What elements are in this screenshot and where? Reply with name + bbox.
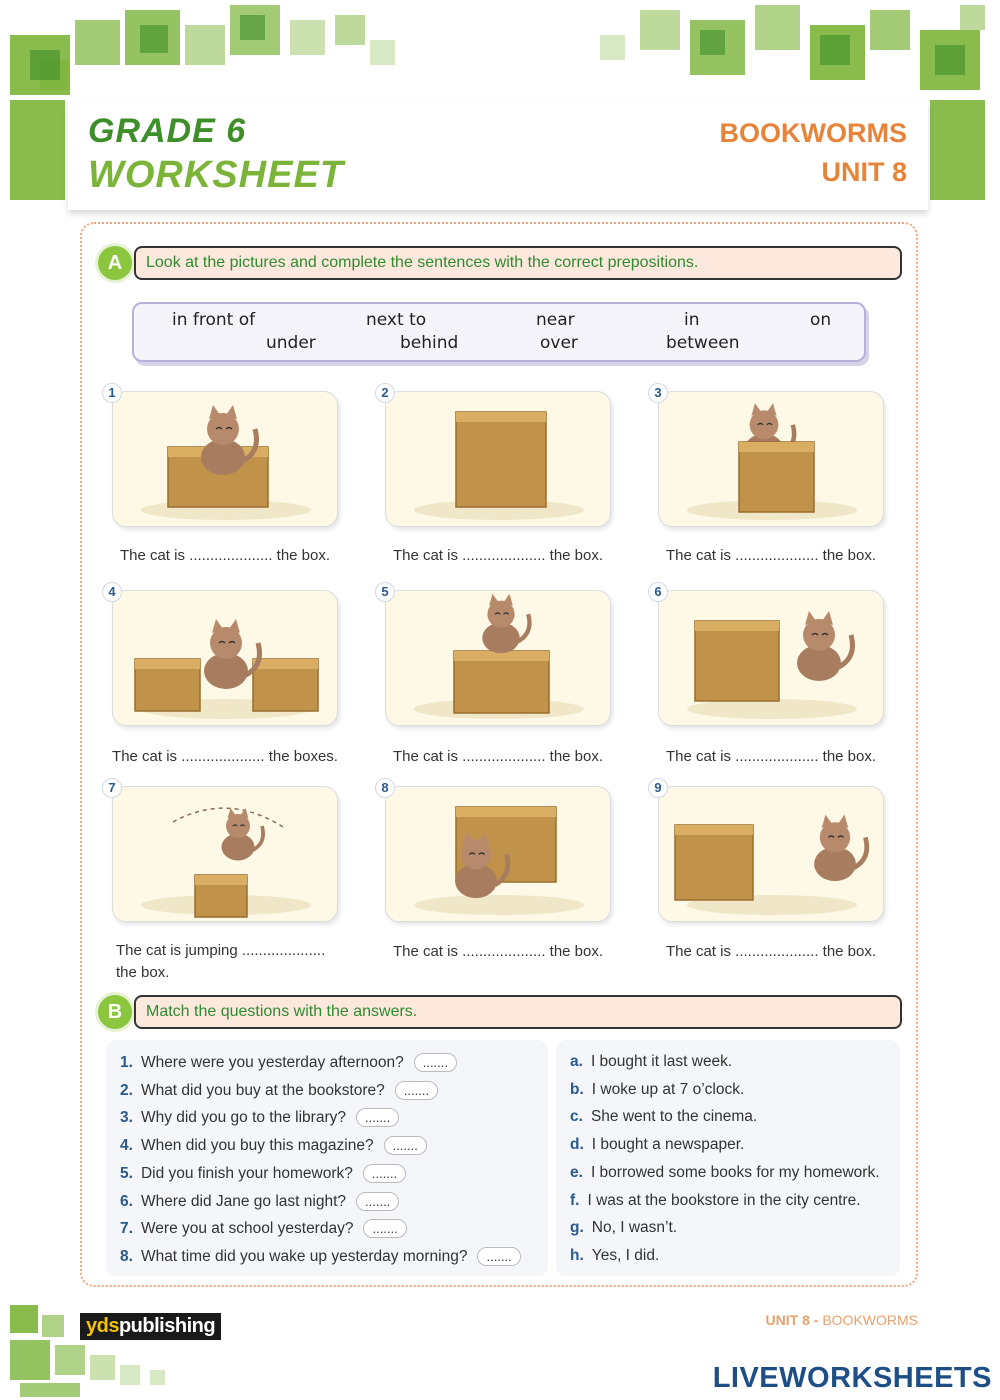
picture-card	[385, 391, 611, 527]
question-item: 3. Why did you go to the library? .......	[120, 1108, 399, 1127]
word: in front of	[172, 310, 256, 330]
cat-box-illustration	[386, 591, 611, 726]
question-item: 5. Did you finish your homework? .......	[120, 1164, 406, 1183]
question-item: 6. Where did Jane go last night? .......	[120, 1192, 399, 1211]
answer-item: e. I borrowed some books for my homework.	[570, 1163, 880, 1181]
answer-item: f. I was at the bookstore in the city centre.	[570, 1191, 861, 1209]
question-item: 2. What did you buy at the bookstore? .......	[120, 1081, 438, 1100]
footer-unit: UNIT 8 - BOOKWORMS	[765, 1312, 918, 1328]
answer-blank[interactable]: .......	[363, 1219, 406, 1238]
questions-panel	[106, 1040, 548, 1276]
cat-box-illustration	[386, 787, 611, 922]
liveworksheets-logo[interactable]: LIVEWORKSHEETS	[712, 1362, 992, 1394]
question-item: 7. Were you at school yesterday? .......	[120, 1219, 407, 1238]
sentence: The cat is .................... the box.	[665, 943, 877, 960]
picture-card	[385, 590, 611, 726]
sentence: The cat is .................... the box.	[392, 943, 604, 960]
answer-blank[interactable]: .......	[384, 1136, 427, 1155]
item-number: 6	[648, 582, 668, 602]
question-item: 8. What time did you wake up yesterday morning? .......	[120, 1247, 521, 1266]
section-b-instruction: Match the questions with the answers.	[134, 995, 902, 1029]
word: over	[540, 333, 578, 353]
answers-panel	[556, 1040, 900, 1276]
word: under	[266, 333, 316, 353]
answer-blank[interactable]: .......	[363, 1164, 406, 1183]
question-item: 4. When did you buy this magazine? .......	[120, 1136, 427, 1155]
answer-item: g. No, I wasn’t.	[570, 1219, 678, 1237]
picture-card	[112, 590, 338, 726]
word: next to	[366, 310, 427, 330]
answer-item: c. She went to the cinema.	[570, 1108, 758, 1126]
item-number: 5	[375, 582, 395, 602]
answer-blank[interactable]: .......	[395, 1081, 438, 1100]
item-number: 7	[102, 778, 122, 798]
footer-decoration	[0, 1295, 200, 1400]
book-title: BOOKWORMS	[719, 118, 907, 148]
picture-card	[658, 590, 884, 726]
answer-item: a. I bought it last week.	[570, 1053, 733, 1070]
answer-blank[interactable]: .......	[414, 1053, 457, 1072]
sentence: The cat is .................... the boxes.	[112, 748, 338, 765]
word-bank	[132, 302, 866, 362]
sentence: The cat is .................... the box.	[392, 748, 604, 765]
sentence: The cat is .................... the box.	[665, 547, 877, 564]
word: in	[684, 310, 700, 330]
item-number: 9	[648, 778, 668, 798]
cat-box-illustration	[113, 591, 338, 726]
worksheet-title: WORKSHEET	[88, 154, 344, 196]
picture-card	[112, 786, 338, 922]
answer-item: d. I bought a newspaper.	[570, 1136, 745, 1154]
sentence: The cat is .................... the box.	[392, 547, 604, 564]
word: behind	[400, 333, 459, 353]
section-b-badge: B	[98, 995, 132, 1029]
question-item: 1. Where were you yesterday afternoon? .......	[120, 1053, 457, 1072]
item-number: 2	[375, 383, 395, 403]
answer-blank[interactable]: .......	[356, 1192, 399, 1211]
cat-box-illustration	[113, 787, 338, 922]
cat-box-illustration	[659, 787, 884, 922]
picture-card	[658, 786, 884, 922]
section-a-instruction: Look at the pictures and complete the sentences with the correct prepositions.	[134, 246, 902, 280]
answer-blank[interactable]: .......	[477, 1247, 520, 1266]
sentence: The cat is jumping .................... the box.	[116, 942, 326, 981]
word: near	[536, 310, 575, 330]
answer-item: b. I woke up at 7 o’clock.	[570, 1080, 745, 1098]
item-number: 1	[102, 383, 122, 403]
sentence: The cat is .................... the box.	[665, 748, 877, 765]
cat-box-illustration	[386, 392, 611, 527]
word: between	[666, 333, 740, 353]
cat-box-illustration	[659, 591, 884, 726]
unit-title: UNIT 8	[821, 157, 907, 187]
item-number: 8	[375, 778, 395, 798]
publisher-logo: ydspublishing	[80, 1313, 221, 1340]
section-a-badge: A	[98, 246, 132, 280]
answer-blank[interactable]: .......	[356, 1108, 399, 1127]
word: on	[810, 310, 832, 330]
answer-item: h. Yes, I did.	[570, 1246, 660, 1264]
picture-card	[658, 391, 884, 527]
grade-title: GRADE 6	[88, 112, 247, 150]
cat-box-illustration	[659, 392, 884, 527]
item-number: 3	[648, 383, 668, 403]
picture-card	[112, 391, 338, 527]
sentence: The cat is .................... the box.	[119, 547, 331, 564]
picture-card	[385, 786, 611, 922]
cat-box-illustration	[113, 392, 338, 527]
item-number: 4	[102, 582, 122, 602]
